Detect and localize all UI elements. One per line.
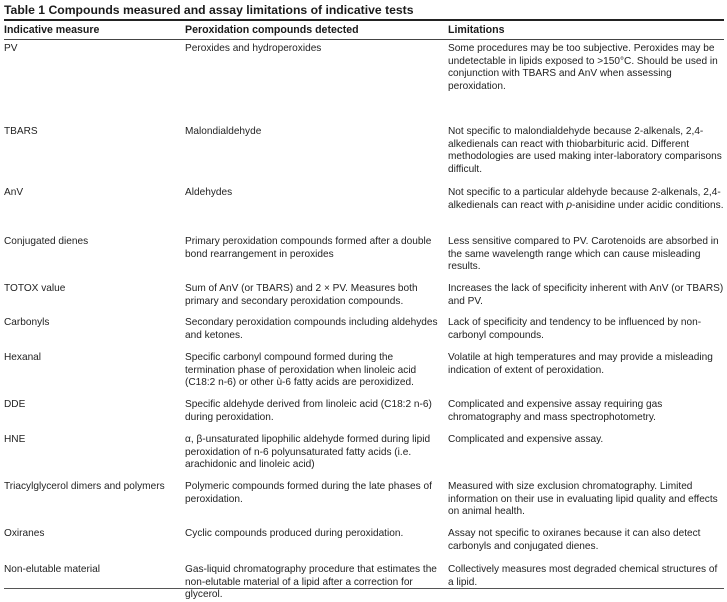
cell-limitations: Assay not specific to oxiranes because it can also detect carbonyls and conjugated dienes. (448, 528, 701, 552)
cell-compounds: Specific aldehyde derived from linoleic acid (C18:2 n-6) during peroxidation. (185, 399, 432, 423)
cell-compounds: Polymeric compounds formed during the late phases of peroxidation. (185, 481, 432, 505)
cell-compounds: Cyclic compounds produced during peroxidation. (185, 528, 404, 540)
table-body (4, 39, 724, 601)
cell-measure: DDE (4, 399, 26, 411)
cell-limitations: Not specific to malondialdehyde because 2-alkenals, 2,4-alkedienals can react with thiobarbituric acid. Different methodologies are used making inter-laboratory comparisons difficult. (448, 126, 722, 175)
cell-limitations: Lack of specificity and tendency to be influenced by non-carbonyl compounds. (448, 317, 702, 341)
table-container (4, 2, 724, 601)
cell-limitations: Complicated and expensive assay requiring gas chromatography and mass spectrophotometry. (448, 399, 663, 423)
cell-limitations: Not specific to a particular aldehyde because 2-alkenals, 2,4-alkedienals can react with p-anisidine under acidic conditions. (448, 187, 724, 211)
header-limitations: Limitations (448, 23, 505, 36)
cell-compounds: Peroxides and hydroperoxides (185, 43, 322, 55)
cell-limitations: Measured with size exclusion chromatography. Limited information on their use in evaluating lipid quality and effects on animal health. (448, 481, 718, 518)
cell-compounds: Specific carbonyl compound formed during the termination phase of peroxidation when linoleic acid (C18:2 n-6) or other ù-6 fatty acids are peroxidized. (185, 352, 417, 389)
cell-measure: Carbonyls (4, 317, 50, 329)
cell-compounds: Primary peroxidation compounds formed after a double bond rearrangement in peroxides (185, 236, 432, 260)
cell-compounds: Sum of AnV (or TBARS) and 2 × PV. Measures both primary and secondary peroxidation compounds. (185, 283, 418, 307)
table-title: Table 1 Compounds measured and assay limitations of indicative tests (4, 3, 414, 17)
cell-limitations: Some procedures may be too subjective. Peroxides may be undetectable in lipids exposed to >150°C. Should be used in conjunction with TBARS and AnV when assessing peroxidation. (448, 43, 718, 92)
cell-measure: Conjugated dienes (4, 236, 89, 248)
cell-measure: AnV (4, 187, 24, 199)
header-peroxidation-compounds: Peroxidation compounds detected (185, 23, 359, 36)
cell-measure: Oxiranes (4, 528, 45, 540)
cell-measure: HNE (4, 434, 26, 446)
cell-limitations: Volatile at high temperatures and may provide a misleading indication of extent of peroxidation. (448, 352, 713, 376)
cell-measure: Hexanal (4, 352, 42, 364)
cell-measure: TOTOX value (4, 283, 66, 295)
cell-measure: Non-elutable material (4, 564, 100, 576)
header-indicative-measure: Indicative measure (4, 23, 100, 36)
bottom-rule (4, 588, 724, 589)
cell-compounds: Gas-liquid chromatography procedure that estimates the non-elutable material of a lipid after a correction for glycerol. (185, 564, 437, 601)
table-header (4, 21, 724, 39)
cell-measure: TBARS (4, 126, 38, 138)
cell-compounds: Aldehydes (185, 187, 233, 199)
cell-compounds: α, β-unsaturated lipophilic aldehyde formed during lipid peroxidation of n-6 polyunsaturated fatty acids (i.e. arachidonic and linoleic acid) (185, 434, 431, 471)
cell-measure: PV (4, 43, 18, 55)
cell-compounds: Malondialdehyde (185, 126, 262, 138)
cell-limitations: Less sensitive compared to PV. Carotenoids are absorbed in the same wavelength range which can cause misleading results. (448, 236, 719, 273)
cell-limitations: Increases the lack of specificity inherent with AnV (or TBARS) and PV. (448, 283, 724, 307)
cell-measure: Triacylglycerol dimers and polymers (4, 481, 165, 493)
cell-limitations: Complicated and expensive assay. (448, 434, 604, 446)
cell-limitations: Collectively measures most degraded chemical structures of a lipid. (448, 564, 718, 588)
cell-compounds: Secondary peroxidation compounds including aldehydes and ketones. (185, 317, 438, 341)
